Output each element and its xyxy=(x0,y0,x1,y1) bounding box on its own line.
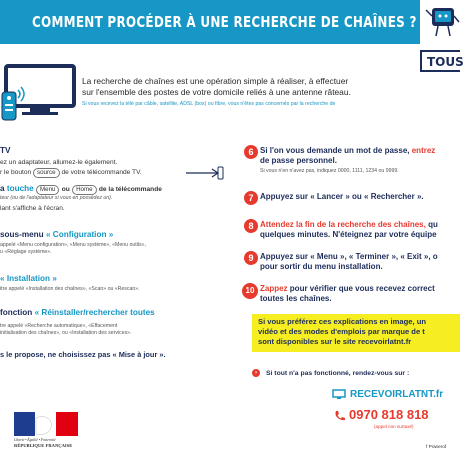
step-6-left: s le propose, ne choisissez pas « Mise à jour ». xyxy=(0,350,166,359)
step-10: 10 Zappez pour vérifier que vous recevez correct toutes les chaînes. xyxy=(244,284,460,304)
phone-number[interactable]: 0970 818 818 xyxy=(334,407,460,422)
step-5: fonction « Réinstaller/rechercher toutes tre appelé «Recherche automatique», «Effacement initialisation des chaînes», ou «Installation des services». xyxy=(0,308,155,336)
intro-text: La recherche de chaînes est une opération simple à réaliser, à effectuer sur l'ensemble des postes de votre domicile reliés à une antenne râteau. xyxy=(82,76,351,97)
page-title: COMMENT PROCÉDER À UNE RECHERCHE DE CHAÎNES ? xyxy=(32,13,417,31)
step-number-9: 9 xyxy=(244,251,258,265)
video-info-box: Si vous préférez ces explications en image, un vidéo et des modes d'emplois par marque de t sont disponibles sur le site recevoirlatnt.fr xyxy=(252,314,460,352)
source-key: source xyxy=(33,168,60,178)
step-2: a touche Menu ou Home de la télécommande teur (ou de l'adaptateur si vous en possédez un). lant s'affiche à l'écran. xyxy=(0,184,162,212)
phone-icon xyxy=(334,410,346,422)
tous-badge: TOUS xyxy=(420,50,460,72)
footer-credit: f Powerof xyxy=(426,445,447,450)
home-key: Home xyxy=(72,185,97,195)
header-banner xyxy=(0,0,420,44)
fallback-text: › Si tout n'a pas fonctionné, rendez-vous sur : xyxy=(252,369,460,377)
step-number-7: 7 xyxy=(244,191,258,205)
step-3: sous-menu « Configuration » appelé «Menu configuration», «Menu système», «Menu outils», u «Réglage système». xyxy=(0,230,146,255)
phone-note: (appel non surtaxé) xyxy=(374,424,414,429)
step-9: 9 Appuyez sur « Menu », « Terminer », « Exit », o pour sortir du menu installation. xyxy=(244,252,460,284)
step-7: 7 Appuyez sur « Lancer » ou « Rechercher ». xyxy=(244,192,460,220)
step-8: 8 Attendez la fin de la recherche des chaînes, qu quelques minutes. N'éteignez par votre équipe xyxy=(244,220,460,252)
step-number-8: 8 xyxy=(244,219,258,233)
menu-key: Menu xyxy=(36,185,59,195)
arrow-right-icon xyxy=(182,166,224,180)
republic-motto: Liberté • Égalité • Fraternité xyxy=(14,438,56,442)
mascot-illustration-icon xyxy=(424,2,460,42)
step-number-6: 6 xyxy=(244,145,258,159)
step-1: TV ez un adaptateur, allumez-le également. r le bouton source de votre télécommande TV. xyxy=(0,146,142,176)
website-link[interactable]: RECEVOIRLATNT.fr xyxy=(332,389,460,400)
chevron-right-icon: › xyxy=(252,369,260,377)
right-steps xyxy=(244,146,460,304)
tv-remote-icon xyxy=(0,64,80,126)
step-6: 6 Si l'on vous demande un mot de passe, entrez de passe personnel. Si vous n'en n'avez pas, indiquez 0000, 1111, 1234 ou 9999. xyxy=(244,146,460,192)
intro-note: Si vous recevez la télé par câble, satellite, ADSL (box) ou fibre, vous n'êtes pas concernés par la recherche de xyxy=(82,101,336,107)
republic-name: RÉPUBLIQUE FRANÇAISE xyxy=(14,443,73,448)
monitor-icon xyxy=(332,389,346,400)
step-number-10: 10 xyxy=(242,283,258,299)
step-4: « Installation » itre appelé «Installation des chaînes», «Scan» ou «Rescan». xyxy=(0,274,140,292)
